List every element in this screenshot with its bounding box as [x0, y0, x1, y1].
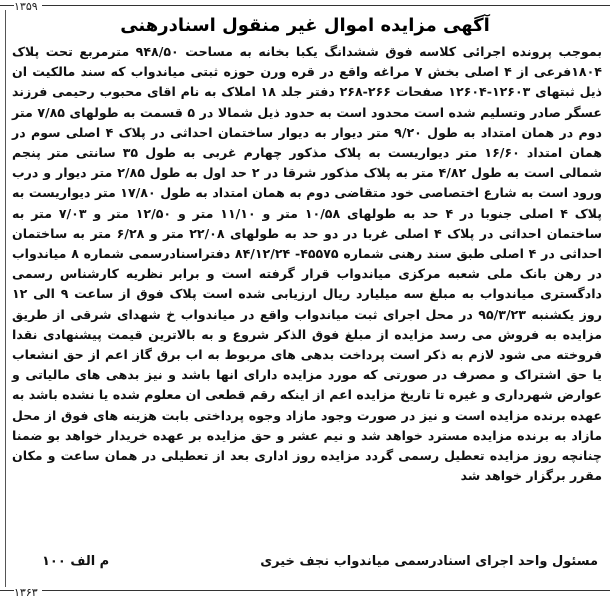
top-ad-code: ۱۳۵۹ — [14, 0, 42, 13]
notice-title: آگهی مزایده اموال غیر منقول اسنادرهنی — [120, 15, 490, 36]
notice-reference: م الف ۱۰۰ — [42, 554, 110, 569]
notice-footer — [12, 552, 602, 572]
notice-signer: مسئول واحد اجرای اسنادرسمی میاندواب نجف خیری — [260, 554, 598, 569]
bottom-divider — [0, 590, 610, 591]
bottom-ad-code: ۱۳۶۳ — [14, 586, 42, 599]
top-divider — [0, 5, 610, 6]
notice-body: بموجب پرونده اجرائی کلاسه فوق ششدانگ یکبا بخانه به مساحت ۹۴۸/۵۰ مترمربع تحت پلاک ۱۸۰۴فرعی از ۴ اصلی بخش ۷ مراغه واقع در قره ورن حوزه ثبتی میاندواب که سند مالکیت ان ذیل ثبتهای ۱۲۶۰۳-۱۲۶۰۴ صفحات ۲۶۶-۲۶۸ دفتر جلد ۱۸ املاک به نام اقای محبوب رحیمی فرزند عسگر صادر وتسلیم شده است محدود است به حدود ذیل شمالا در ۵ قسمت به طولهای ۷/۸۵ متر دوم در همان امتداد به طول ۹/۲۰ متر دیوار به دیوار ساختمان احداثی در پلاک ۴ اصلی سوم در همان امتداد ۱۶/۶۰ متر دیواریست به پلاک مذکور چهارم غربی به طول ۳۵ سانتی متر پنجم شمالی است به طول ۴/۸۲ متر به پلاک مذکور شرقا در ۲ حد اول به طول ۲/۸۵ متر دیوار و درب ورود است به شارع اختصاصی خود متقاضی دوم به همان امتداد به طول ۱۷/۸۰ متر دیواریست به پلاک ۴ اصلی جنوبا در ۴ حد به طولهای ۱۰/۵۸ متر و ۱۱/۱۰ متر و ۱۲/۵۰ متر و ۷/۰۳ متر به ساختمان احداثی در پلاک ۴ اصلی غربا در دو حد به طولهای ۲۲/۰۸ متر و ۶/۲۸ متر به ساختمان احداثی در ۴ اصلی طبق سند رهنی شماره ۴۵۵۷۵- ۸۴/۱۲/۲۴ دفتراسنادرسمی شماره ۸ میاندواب در رهن بانک ملی شعبه مرکزی میاندواب قرار گرفته است و برابر نظریه کارشناس رسمی دادگستری میاندواب به مبلغ سه میلیارد ریال ارزیابی شده است پلاک فوق از ساعت ۹ الی ۱۲ روز یکشنبه ۹۵/۳/۲۳ در محل اجرای ثبت میاندواب واقع در میاندواب خ شهدای شرقی از طریق مزایده به فروش می رسد مزایده از مبلغ فوق الذکر شروع و به بالاترین قیمت پیشنهادی نقدا فروخته می شود لازم به ذکر است پرداخت بدهی های مربوط به اب برق گاز اعم از حق انشعاب یا حق اشتراک و مصرف در صورتی که مورد مزایده دارای انها باشد و نیز بدهی های مالیاتی و عوارض شهرداری و غیره تا تاریخ مزایده اعم از اینکه رقم قطعی ان معلوم شده یا نشده باشد به عهده برنده مزایده است و نیز در صورت وجود مازاد وجوه پرداختی بابت هزینه های فوق از محل مازاد به برنده مزایده مسترد خواهد شد و نیم عشر و حق مزایده بر عهده خریدار خواهد بو ضمنا چنانچه روز مزایده تعطیل رسمی گردد مزایده روز اداری بعد از تعطیلی در همان ساعت و مکان مقرر برگزار خواهد شد — [12, 44, 603, 484]
